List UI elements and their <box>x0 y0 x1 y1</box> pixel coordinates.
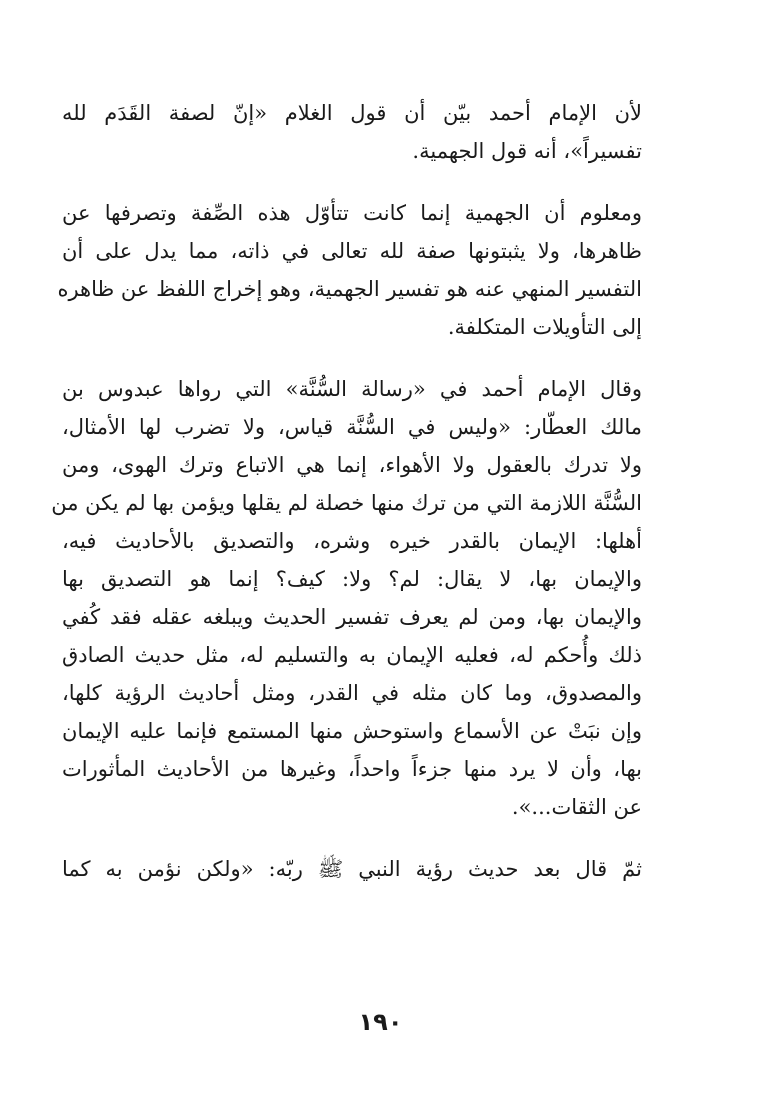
text-line: ثمّ قال بعد حديث رؤية النبي ﷺ ربّه: «ولكن نؤمن به كما <box>62 857 642 881</box>
text-line: مالك العطّار: «وليس في السُّنَّة قياس، ولا تضرب لها الأمثال، <box>62 415 642 439</box>
text-line: التفسير المنهي عنه هو تفسير الجهمية، وهو إخراج اللفظ عن ظاهره <box>57 277 642 301</box>
paragraph-4 <box>62 850 642 888</box>
text-line: ذلك وأُحكم له، فعليه الإيمان به والتسليم له، مثل حديث الصادق <box>62 643 642 667</box>
text-line: عن الثقات...». <box>511 795 642 819</box>
page-number: ١٩٠ <box>358 1008 403 1036</box>
text-line: والإيمان بها، لا يقال: لم؟ ولا: كيف؟ إنما هو التصديق بها <box>62 567 642 591</box>
text-line: بها، وأن لا يرد منها جزءاً واحداً، وغيرها من الأحاديث المأثورات <box>62 757 642 781</box>
text-line: أهلها: الإيمان بالقدر خيره وشره، والتصديق بالأحاديث فيه، <box>62 529 642 553</box>
text-line: وإن نبَتْ عن الأسماع واستوحش منها المستمع فإنما عليه الإيمان <box>62 719 642 743</box>
text-line: وقال الإمام أحمد في «رسالة السُّنَّة» التي رواها عبدوس بن <box>62 377 642 401</box>
text-line: السُّنَّة اللازمة التي من ترك منها خصلة لم يقلها ويؤمن بها لم يكن من <box>51 491 642 515</box>
text-line: لأن الإمام أحمد بيّن أن قول الغلام «إنّ لصفة القَدَم لله <box>62 101 642 125</box>
text-line: تفسيراً»، أنه قول الجهمية. <box>412 139 642 163</box>
paragraph-3 <box>51 370 642 826</box>
page-body <box>51 94 642 912</box>
text-line: ولا تدرك بالعقول ولا الأهواء، إنما هي الاتباع وترك الهوى، ومن <box>62 453 642 477</box>
text-line: والإيمان بها، ومن لم يعرف تفسير الحديث ويبلغه عقله فقد كُفي <box>62 605 642 629</box>
text-line: والمصدوق، وما كان مثله في القدر، ومثل أحاديث الرؤية كلها، <box>62 681 642 705</box>
text-line: إلى التأويلات المتكلفة. <box>447 315 642 339</box>
text-line: ومعلوم أن الجهمية إنما كانت تتأوّل هذه الصِّفة وتصرفها عن <box>62 201 642 225</box>
paragraph-1 <box>62 94 642 170</box>
paragraph-2 <box>57 194 642 346</box>
text-line: ظاهرها، ولا يثبتونها صفة لله تعالى في ذاته، مما يدل على أن <box>62 239 642 263</box>
